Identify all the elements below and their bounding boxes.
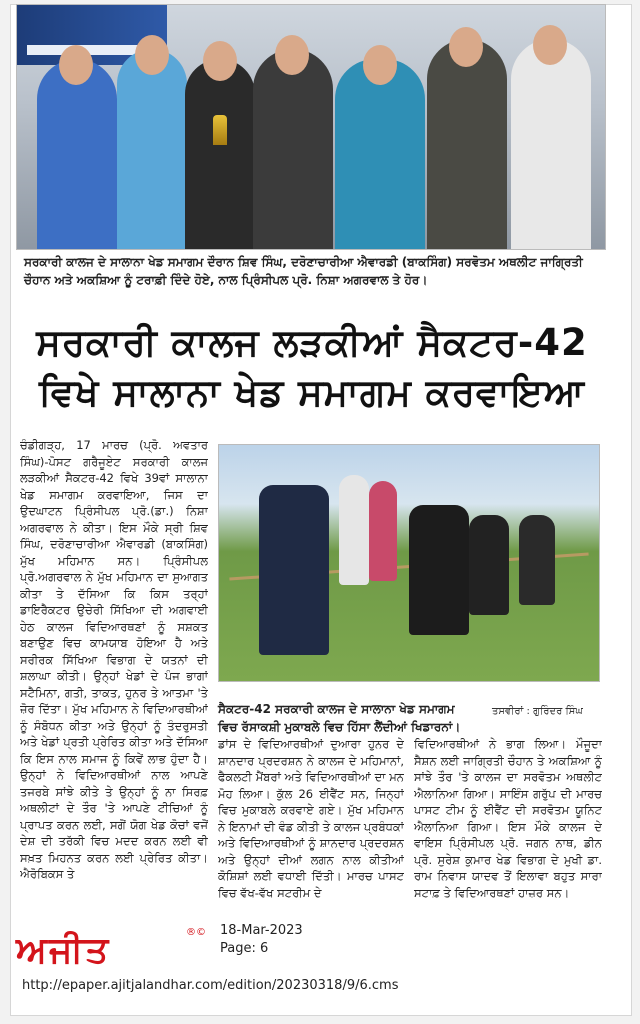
person bbox=[335, 59, 425, 249]
article-column-1: ਚੰਡੀਗੜ੍ਹ, 17 ਮਾਰਚ (ਪ੍ਰੋ. ਅਵਤਾਰ ਸਿੰਘ)-ਪੋਸਟ ਗਰੈਜੂਏਟ ਸਰਕਾਰੀ ਕਾਲਜ ਲੜਕੀਆਂ ਸੈਕਟਰ-42 ਵਿਖੇ 39ਵਾਂ ਸਾਲਾਨਾ ਖੇਡ ਸਮਾਗਮ ਕਰਵਾਇਆ, ਜਿਸ ਦਾ ਉਦਘਾਟਨ ਪ੍ਰਿੰਸੀਪਲ ਪ੍ਰੋ.(ਡਾ.) ਨਿਸ਼ਾ ਅਗਰਵਾਲ ਨੇ ਕੀਤਾ। ਇਸ ਮੌਕੇ ਸ੍ਰੀ ਸ਼ਿਵ ਸਿੰਘ, ਦਰੋਣਾਚਾਰੀਆ ਐਵਾਰਡੀ (ਬਾਕਸਿੰਗ) ਮੁੱਖ ਮਹਿਮਾਨ ਸਨ। ਪ੍ਰਿੰਸੀਪਲ ਪ੍ਰੋ.ਅਗਰਵਾਲ ਨੇ ਮੁੱਖ ਮਹਿਮਾਨ ਦਾ ਸੁਆਗਤ ਕੀਤਾ ਤੇ ਦੱਸਿਆ ਕਿ ਕਿਸ ਤਰ੍ਹਾਂ ਡਾਇਰੈਕਟਰ ਉਚੇਰੀ ਸਿੱਖਿਆ ਦੀ ਅਗਵਾਈ ਹੇਠ ਕਾਲਜ ਵਿਦਿਆਰਥਣਾਂ ਨੂੰ ਸਸ਼ਕਤ ਬਣਾਉਣ ਵਿਚ ਕਾਮਯਾਬ ਹੋਇਆ ਹੈ ਅਤੇ ਸਰੀਰਕ ਸਿੱਖਿਆ ਵਿਭਾਗ ਦੇ ਯਤਨਾਂ ਦੀ ਸ਼ਲਾਘਾ ਕੀਤੀ। ਉਨ੍ਹਾਂ ਖੇਡਾਂ ਦੇ ਪੰਜ ਭਾਗਾਂ ਸਟੈਮਿਨਾ, ਗਤੀ, ਤਾਕਤ, ਹੁਨਰ ਤੇ ਆਤਮਾ 'ਤੇ ਜ਼ੋਰ ਦਿੱਤਾ। ਮੁੱਖ ਮਹਿਮਾਨ ਨੇ ਵਿਦਿਆਰਥੀਆਂ ਨੂੰ ਸੰਬੋਧਨ ਕੀਤਾ ਅਤੇ ਉਨ੍ਹਾਂ ਨੂੰ ਤੰਦਰੁਸਤੀ ਅਤੇ ਖੇਡਾਂ ਪ੍ਰਤੀ ਪ੍ਰੇਰਿਤ ਕੀਤਾ ਅਤੇ ਦੱਸਿਆ ਕਿ ਇਸ ਨਾਲ ਸਮਾਜ ਨੂੰ ਕਿਵੇਂ ਲਾਭ ਹੁੰਦਾ ਹੈ। ਉਨ੍ਹਾਂ ਨੇ ਵਿਦਿਆਰਥੀਆਂ ਨਾਲ ਆਪਣੇ ਤਜਰਬੇ ਸਾਂਝੇ ਕੀਤੇ ਤੇ ਉਨ੍ਹਾਂ ਨੂੰ ਨਾ ਸਿਰਫ਼ ਅਥਲੀਟਾਂ ਦੇ ਤੌਰ 'ਤੇ ਆਪਣੇ ਟੀਚਿਆਂ ਨੂੰ ਪ੍ਰਾਪਤ ਕਰਨ ਲਈ, ਸਗੋਂ ਯੋਗ ਖੇਡ ਕੋਚਾਂ ਵਜੋਂ ਦੇਸ਼ ਦੀ ਤਰੱਕੀ ਵਿਚ ਮਦਦ ਕਰਨ ਲਈ ਵੀ ਸਖ਼ਤ ਮਿਹਨਤ ਕਰਨ ਲਈ ਪ੍ਰੇਰਿਤ ਕੀਤਾ। ਐਰੋਬਿਕਸ ਤੇ bbox=[20, 438, 208, 881]
player bbox=[259, 485, 329, 655]
spectator bbox=[339, 475, 369, 585]
person bbox=[37, 59, 117, 249]
player bbox=[469, 515, 509, 615]
headline-line-2: ਵਿਖੇ ਸਾਲਾਨਾ ਖੇਡ ਸਮਾਗਮ ਕਰਵਾਇਆ bbox=[38, 371, 586, 414]
person bbox=[117, 49, 187, 249]
photo-caption-top: ਸਰਕਾਰੀ ਕਾਲਜ ਦੇ ਸਾਲਾਨਾ ਖੇਡ ਸਮਾਗਮ ਦੌਰਾਨ ਸ਼ਿਵ ਸਿੰਘ, ਦਰੋਣਾਚਾਰੀਆ ਐਵਾਰਡੀ (ਬਾਕਸਿੰਗ) ਸਰਵੋਤਮ ਅਥਲੀਟ ਜਾਗ੍ਰਿਤੀ ਚੌਹਾਨ ਅਤੇ ਅਕਸ਼ਿਆ ਨੂੰ ਟਰਾਫ਼ੀ ਦਿੰਦੇ ਹੋਏ, ਨਾਲ ਪ੍ਰਿੰਸੀਪਲ ਪ੍ਰੋ. ਨਿਸ਼ਾ ਅਗਰਵਾਲ ਤੇ ਹੋਰ। bbox=[24, 255, 583, 287]
registered-mark: ®© bbox=[186, 927, 206, 938]
tug-of-war-photo bbox=[218, 444, 600, 682]
spectator bbox=[369, 481, 397, 581]
trophy-icon bbox=[213, 115, 227, 145]
award-ceremony-photo bbox=[16, 4, 606, 250]
edition-date: 18-Mar-2023 bbox=[220, 923, 303, 938]
headline bbox=[20, 318, 604, 418]
person bbox=[427, 39, 507, 249]
person bbox=[185, 59, 255, 249]
player bbox=[519, 515, 555, 605]
photo-credit: ਤਸਵੀਰਾਂ : ਗੁਰਿੰਦਰ ਸਿੰਘ bbox=[492, 706, 583, 717]
page-number: Page: 6 bbox=[220, 941, 269, 956]
newspaper-logo: ਅਜੀਤ bbox=[16, 930, 111, 971]
person bbox=[253, 49, 333, 249]
person-head bbox=[59, 45, 93, 85]
photo-caption-bottom: ਸੈਕਟਰ-42 ਸਰਕਾਰੀ ਕਾਲਜ ਦੇ ਸਾਲਾਨਾ ਖੇਡ ਸਮਾਗਮ ਵਿਚ ਰੱਸਾਕਸ਼ੀ ਮੁਕਾਬਲੇ ਵਿਚ ਹਿੱਸਾ ਲੈਂਦੀਆਂ ਖਿਡਾਰਨਾਂ। bbox=[218, 702, 461, 734]
article-column-2: ਡਾਂਸ ਦੇ ਵਿਦਿਆਰਥੀਆਂ ਦੁਆਰਾ ਹੁਨਰ ਦੇ ਸ਼ਾਨਦਾਰ ਪ੍ਰਦਰਸ਼ਨ ਨੇ ਕਾਲਜ ਦੇ ਮਹਿਮਾਨਾਂ, ਫੈਕਲਟੀ ਮੈਂਬਰਾਂ ਅਤੇ ਵਿਦਿਆਰਥੀਆਂ ਦਾ ਮਨ ਮੋਹ ਲਿਆ। ਕੁੱਲ 26 ਈਵੈਂਟ ਸਨ, ਜਿਨ੍ਹਾਂ ਵਿਚ ਮੁਕਾਬਲੇ ਕਰਵਾਏ ਗਏ। ਮੁੱਖ ਮਹਿਮਾਨ ਨੇ ਇਨਾਮਾਂ ਦੀ ਵੰਡ ਕੀਤੀ ਤੇ ਕਾਲਜ ਪ੍ਰਬੰਧਕਾਂ ਅਤੇ ਵਿਦਿਆਰਥੀਆਂ ਨੂੰ ਸ਼ਾਨਦਾਰ ਪ੍ਰਦਰਸ਼ਨ ਅਤੇ ਉਨ੍ਹਾਂ ਦੀਆਂ ਲਗਨ ਨਾਲ ਕੀਤੀਆਂ ਕੋਸ਼ਿਸ਼ਾਂ ਲਈ ਵਧਾਈ ਦਿੱਤੀ। ਮਾਰਚ ਪਾਸਟ ਵਿਚ ਵੱਖ-ਵੱਖ ਸਟਰੀਮ ਦੇ bbox=[218, 737, 404, 900]
player bbox=[409, 505, 469, 635]
person bbox=[511, 39, 591, 249]
source-url: http://epaper.ajitjalandhar.com/edition/20230318/9/6.cms bbox=[22, 978, 399, 993]
headline-line-1: ਸਰਕਾਰੀ ਕਾਲਜ ਲੜਕੀਆਂ ਸੈਕਟਰ-42 bbox=[36, 321, 588, 364]
article-column-3: ਵਿਦਿਆਰਥੀਆਂ ਨੇ ਭਾਗ ਲਿਆ। ਮੌਜੂਦਾ ਸੈਸ਼ਨ ਲਈ ਜਾਗ੍ਰਿਤੀ ਚੌਹਾਨ ਤੇ ਅਕਸ਼ਿਆ ਨੂੰ ਸਾਂਝੇ ਤੌਰ 'ਤੇ ਕਾਲਜ ਦਾ ਸਰਵੋਤਮ ਅਥਲੀਟ ਐਲਾਨਿਆ ਗਿਆ। ਸਾਇੰਸ ਗਰੁੱਪ ਦੀ ਮਾਰਚ ਪਾਸਟ ਟੀਮ ਨੂੰ ਈਵੈਂਟ ਦੀ ਸਰਵੋਤਮ ਯੂਨਿਟ ਐਲਾਨਿਆ ਗਿਆ। ਇਸ ਮੌਕੇ ਕਾਲਜ ਦੇ ਵਾਇਸ ਪ੍ਰਿੰਸੀਪਲ ਪ੍ਰੋ. ਜਗਨ ਨਾਥ, ਡੀਨ ਪ੍ਰੋ. ਸੁਰੇਸ਼ ਕੁਮਾਰ ਖੇਡ ਵਿਭਾਗ ਦੇ ਮੁਖੀ ਡਾ. ਰਾਮ ਨਿਵਾਸ ਯਾਦਵ ਤੋਂ ਇਲਾਵਾ ਬਹੁਤ ਸਾਰਾ ਸਟਾਫ਼ ਤੇ ਵਿਦਿਆਰਥਣਾਂ ਹਾਜ਼ਰ ਸਨ। bbox=[414, 737, 602, 900]
